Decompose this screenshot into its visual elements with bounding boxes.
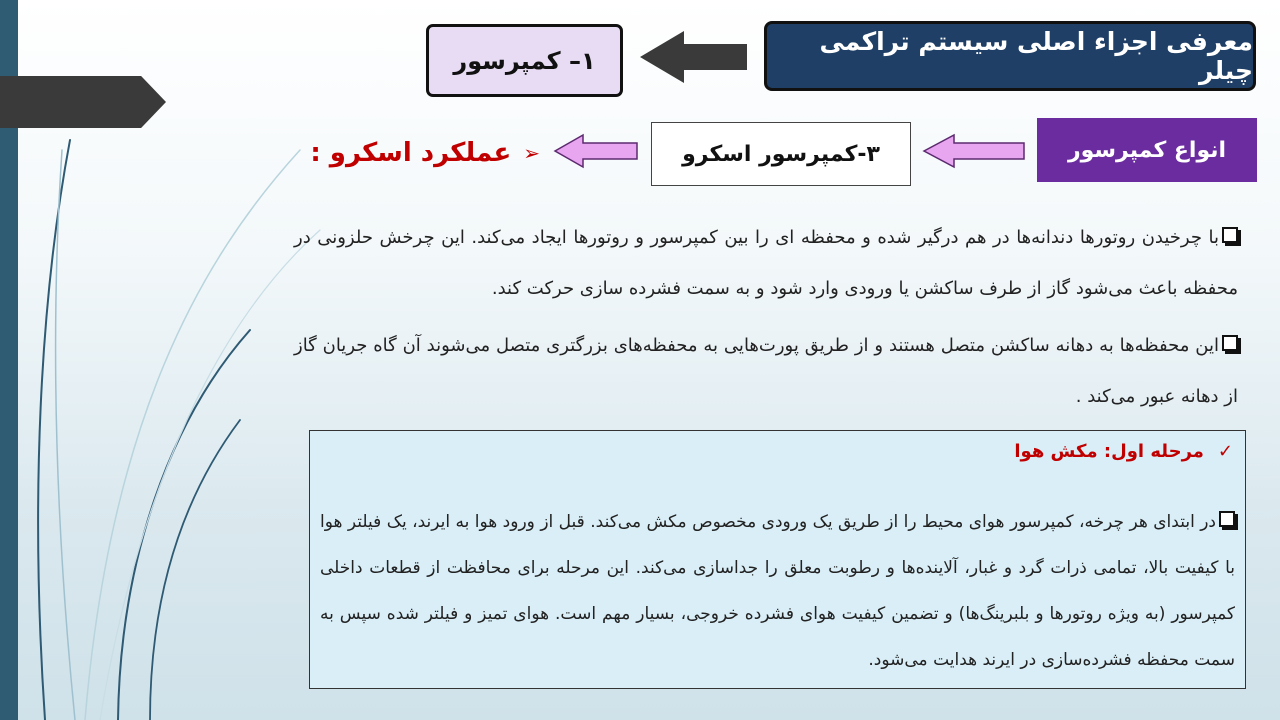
dark-pentagon-tab (0, 76, 166, 128)
checkmark-icon: ✓ (1217, 441, 1233, 462)
paragraph (294, 320, 1238, 422)
stage-title (1014, 441, 1233, 462)
paragraph-text: با چرخیدن روتورها دندانه‌ها در هم درگیر شده و محفظه ای را بین کمپرسور و روتورها ایجاد می‌کند. این چرخش حلزونی در محفظه باعث می‌شود گاز از طرف ساکشن یا ورودی وارد شود و به سمت فشرده سازی حرکت کند. (294, 227, 1238, 299)
scroll-compressor-box (651, 122, 911, 186)
scroll-compressor-text: ۳-کمپرسور اسکرو (682, 141, 880, 167)
checkbox-icon (1222, 335, 1238, 351)
section-label-text: ۱– کمپرسور (453, 46, 596, 75)
paragraph (294, 212, 1238, 314)
section-heading-text: عملکرد اسکرو : (310, 138, 512, 168)
slide-title-text: معرفی اجزاء اصلی سیستم تراکمی چیلر (819, 27, 1253, 85)
section-heading (310, 138, 540, 168)
slide-title (764, 21, 1256, 91)
checkbox-icon (1222, 227, 1238, 243)
left-arrow-icon (640, 31, 747, 83)
compressor-types-box (1037, 118, 1257, 182)
stage-description (320, 499, 1235, 683)
checkbox-icon (1219, 511, 1235, 527)
pink-left-arrow-icon (922, 133, 1026, 169)
section-label-compressor (426, 24, 623, 97)
stage-info-box (309, 430, 1246, 689)
stage-title-text: مرحله اول: مکش هوا (1014, 441, 1204, 462)
paragraph-text: این محفظه‌ها به دهانه ساکشن متصل هستند و از طریق پورت‌هایی به محفظه‌های بزرگتری متصل می‌شوند آن گاه جریان گاز از دهانه عبور می‌کند . (294, 335, 1238, 407)
stage-description-text: در ابتدای هر چرخه، کمپرسور هوای محیط را از طریق یک ورودی مخصوص مکش می‌کند. قبل از ورود هوا به ایرند، یک فیلتر هوا با کیفیت بالا، تمامی ذرات گرد و غبار، آلاینده‌ها و رطوبت معلق را جداسازی می‌کند. این مرحله برای محافظت از قطعات داخلی کمپرسور (به ویژه روتورها و بلبرینگ‌ها) و تضمین کیفیت هوای فشرده خروجی، بسیار مهم است. هوای تمیز و فیلتر شده سپس به سمت محفظه فشرده‌سازی در ایرند هدایت می‌شود. (320, 512, 1235, 670)
pink-left-arrow-icon (553, 133, 639, 169)
compressor-types-text: انواع کمپرسور (1067, 137, 1227, 163)
chevron-arrow-icon: ➢ (523, 141, 540, 165)
